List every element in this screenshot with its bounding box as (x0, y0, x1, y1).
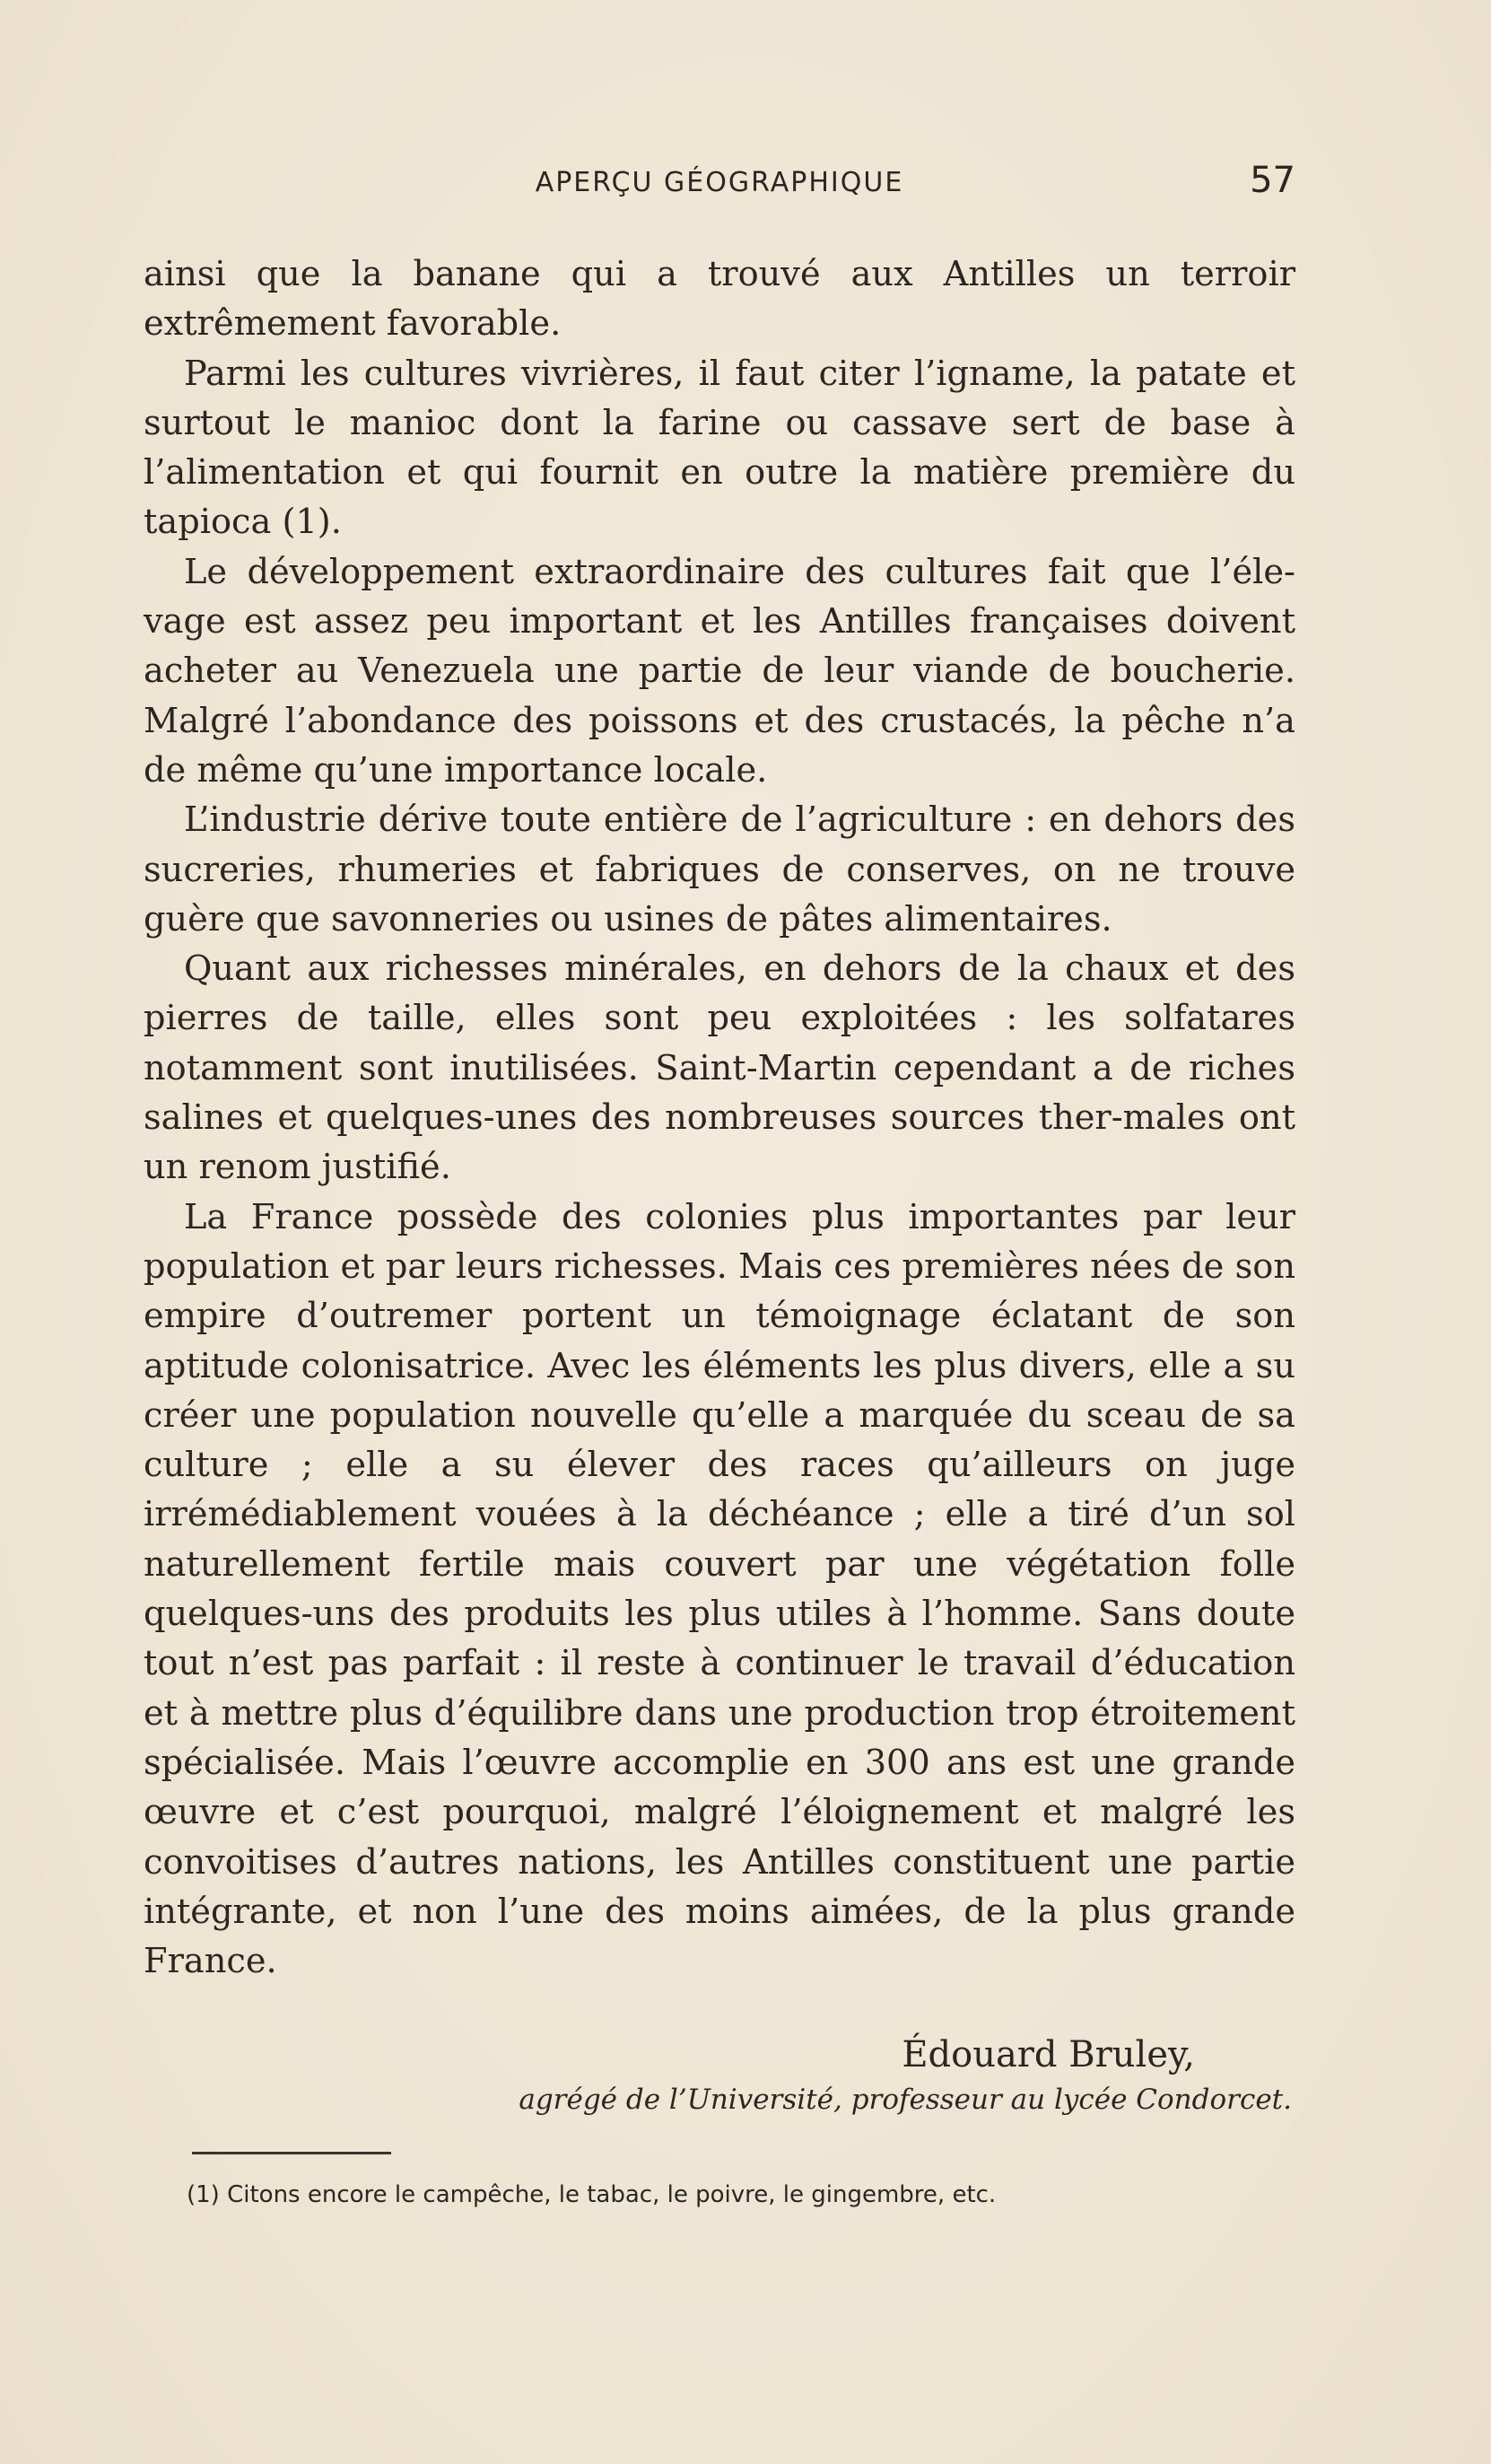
author-name: Édouard Bruley, (902, 2034, 1195, 2075)
page-number: 57 (1250, 160, 1295, 201)
paragraph-4: L’industrie dérive toute entière de l’agriculture : en dehors des sucreries, rhumeries et fabriques de conserves, on ne trouve guère que savonneries ou usines de pâtes alimentaires. (144, 799, 1295, 939)
footnote-rule (192, 2152, 391, 2154)
paragraph-6: La France possède des colonies plus importantes par leur population et par leurs richesses. Mais ces premières nées de son empire d’outremer portent un témoignage éclatant de son aptitude colonisatrice. Avec les éléments les plus divers, elle a su créer une population nouvelle qu’elle a marquée du sceau de sa culture ; elle a su élever des races qu’ailleurs on juge irrémédiablement vouées à la déchéance ; elle a tiré d’un sol naturellement fertile mais couvert par une végétation folle quelques-uns des produits les plus utiles à l’homme. Sans doute tout n’est pas parfait : il reste à continuer le travail d’éducation et à mettre plus d’équilibre dans une production trop étroitement spécialisée. Mais l’œuvre accomplie en 300 ans est une grande œuvre et c’est pourquoi, malgré l’éloignement et malgré les convoitises d’autres nations, les Antilles constituent une partie intégrante, et non l’une des moins aimées, de la plus grande France. (144, 1196, 1295, 1982)
paragraph-1: ainsi que la banane qui a trouvé aux Antilles un terroir extrêmement favorable. (144, 254, 1295, 345)
paragraph-2: Parmi les cultures vivrières, il faut citer l’igname, la patate et surtout le manioc dont la farine ou cassave sert de base à l’alimentation et qui fournit en outre la matière première du tapioca (1). (144, 353, 1295, 543)
author-title: agrégé de l’Université, professeur au lycée Condorcet. (519, 2084, 1292, 2116)
signature-block (144, 2030, 1295, 2119)
body-text (144, 249, 1295, 1986)
page-header (144, 160, 1295, 206)
footnote: (1) Citons encore le campêche, le tabac, le poivre, le gingembre, etc. (187, 2181, 997, 2208)
running-title: APERÇU GÉOGRAPHIQUE (535, 167, 904, 198)
paragraph-5: Quant aux richesses minérales, en dehors de la chaux et des pierres de taille, elles sont peu exploitées : les solfatares notamment sont inutilisées. Saint-Martin cependant a de riches salines et quelques-unes des nombreuses sources ther-males ont un renom justifié. (144, 948, 1295, 1188)
paragraph-3: Le développement extraordinaire des cultures fait que l’éle-vage est assez peu important et les Antilles françaises doivent acheter au Venezuela une partie de leur viande de boucherie. Malgré l’abondance des poissons et des crustacés, la pêche n’a de même qu’une importance locale. (144, 551, 1295, 791)
